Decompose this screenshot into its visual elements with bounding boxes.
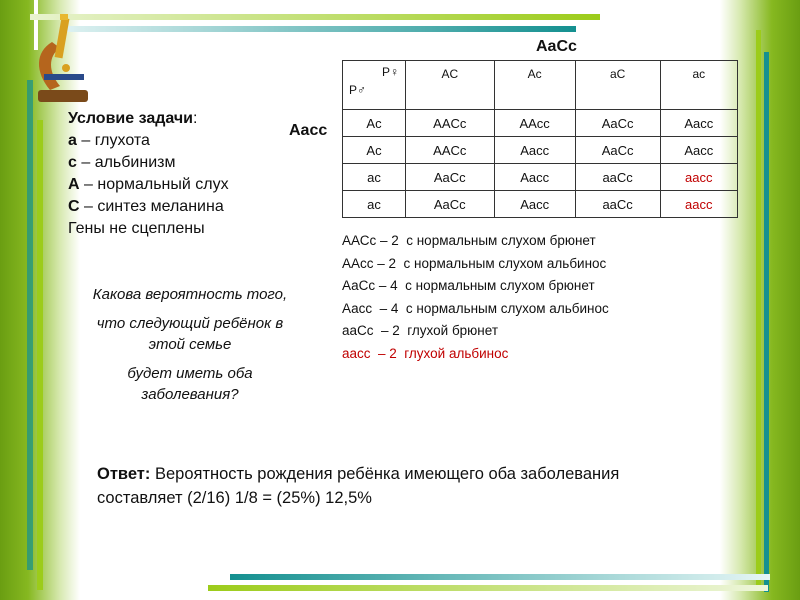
decor-bar [60,26,576,32]
column-header: AC [406,61,495,110]
gene-symbol: а [68,132,77,149]
female-symbol: P♀ [381,65,399,79]
question-line: что следующий ребёнок в этой семье [96,315,284,353]
male-parent-genotype: Aacc [289,122,328,139]
column-header: aC [575,61,660,110]
cell: AaCc [575,110,660,137]
result-line: АаСс – 4 с нормальным слухом брюнет [342,278,595,293]
gene-symbol: А [68,176,80,193]
punnett-square [342,60,738,218]
result-line-highlighted: аасс – 2 глухой альбинос [342,345,509,361]
cell: aaCc [575,164,660,191]
result-line: ААсс – 2 с нормальным слухом альбинос [342,255,607,271]
result-line: ААСс – 2 с нормальным слухом брюнет [342,233,596,248]
gene-desc: – глухота [76,132,150,149]
corner-cell [343,61,406,110]
cell: AACc [406,110,495,137]
gene-desc: – синтез меланина [79,198,224,215]
decor-line [756,30,761,590]
cell: Aacc [494,164,575,191]
cell: AaCc [406,164,495,191]
gene-desc: – альбинизм [76,154,176,171]
cell: Aacc [494,191,575,218]
table-row [343,191,738,218]
gene-desc: – нормальный слух [79,176,229,193]
question-line: Какова вероятность того, [92,286,288,303]
row-header: ac [343,164,406,191]
decor-line [764,52,769,592]
cell: AaCc [575,137,660,164]
female-parent-genotype: AaCc [536,38,577,55]
genes-unlinked: Гены не сцеплены [68,220,205,237]
decor-bar [230,574,770,580]
decor-bar [30,14,600,20]
cell: AAcc [494,110,575,137]
cell-highlighted: aacc [660,191,737,218]
male-symbol: P♂ [349,83,367,97]
gene-symbol: С [68,198,80,215]
answer [97,462,619,510]
column-header: ac [660,61,737,110]
row-header: Ac [343,110,406,137]
cell: Aacc [494,137,575,164]
answer-text: составляет (2/16) 1/8 = (25%) 12,5% [97,489,372,507]
results-list [342,230,609,365]
result-line: Аасс – 4 с нормальным слухом альбинос [342,300,609,316]
column-header: Ac [494,61,575,110]
decor-line [27,80,33,570]
table-row [343,137,738,164]
cell: aaCc [575,191,660,218]
microscope-icon [30,12,94,108]
decor-line [37,120,43,590]
decor-bar [208,585,768,591]
table-row [343,164,738,191]
condition-title: Условие задачи [68,110,194,127]
cell: Aacc [660,110,737,137]
question-line: будет иметь оба заболевания? [127,365,253,403]
cell: AaCc [406,191,495,218]
table-row [343,110,738,137]
problem-condition [68,108,229,240]
row-header: ac [343,191,406,218]
row-header: Ac [343,137,406,164]
cell: Aacc [660,137,737,164]
gene-symbol: с [68,154,77,171]
answer-label: Ответ: [97,465,151,483]
cell-highlighted: aacc [660,164,737,191]
result-line: ааСс – 2 глухой брюнет [342,323,499,338]
answer-text: Вероятность рождения ребёнка имеющего оба заболевания [150,465,620,483]
question [50,284,330,405]
cell: AACc [406,137,495,164]
colon: : [193,110,198,127]
